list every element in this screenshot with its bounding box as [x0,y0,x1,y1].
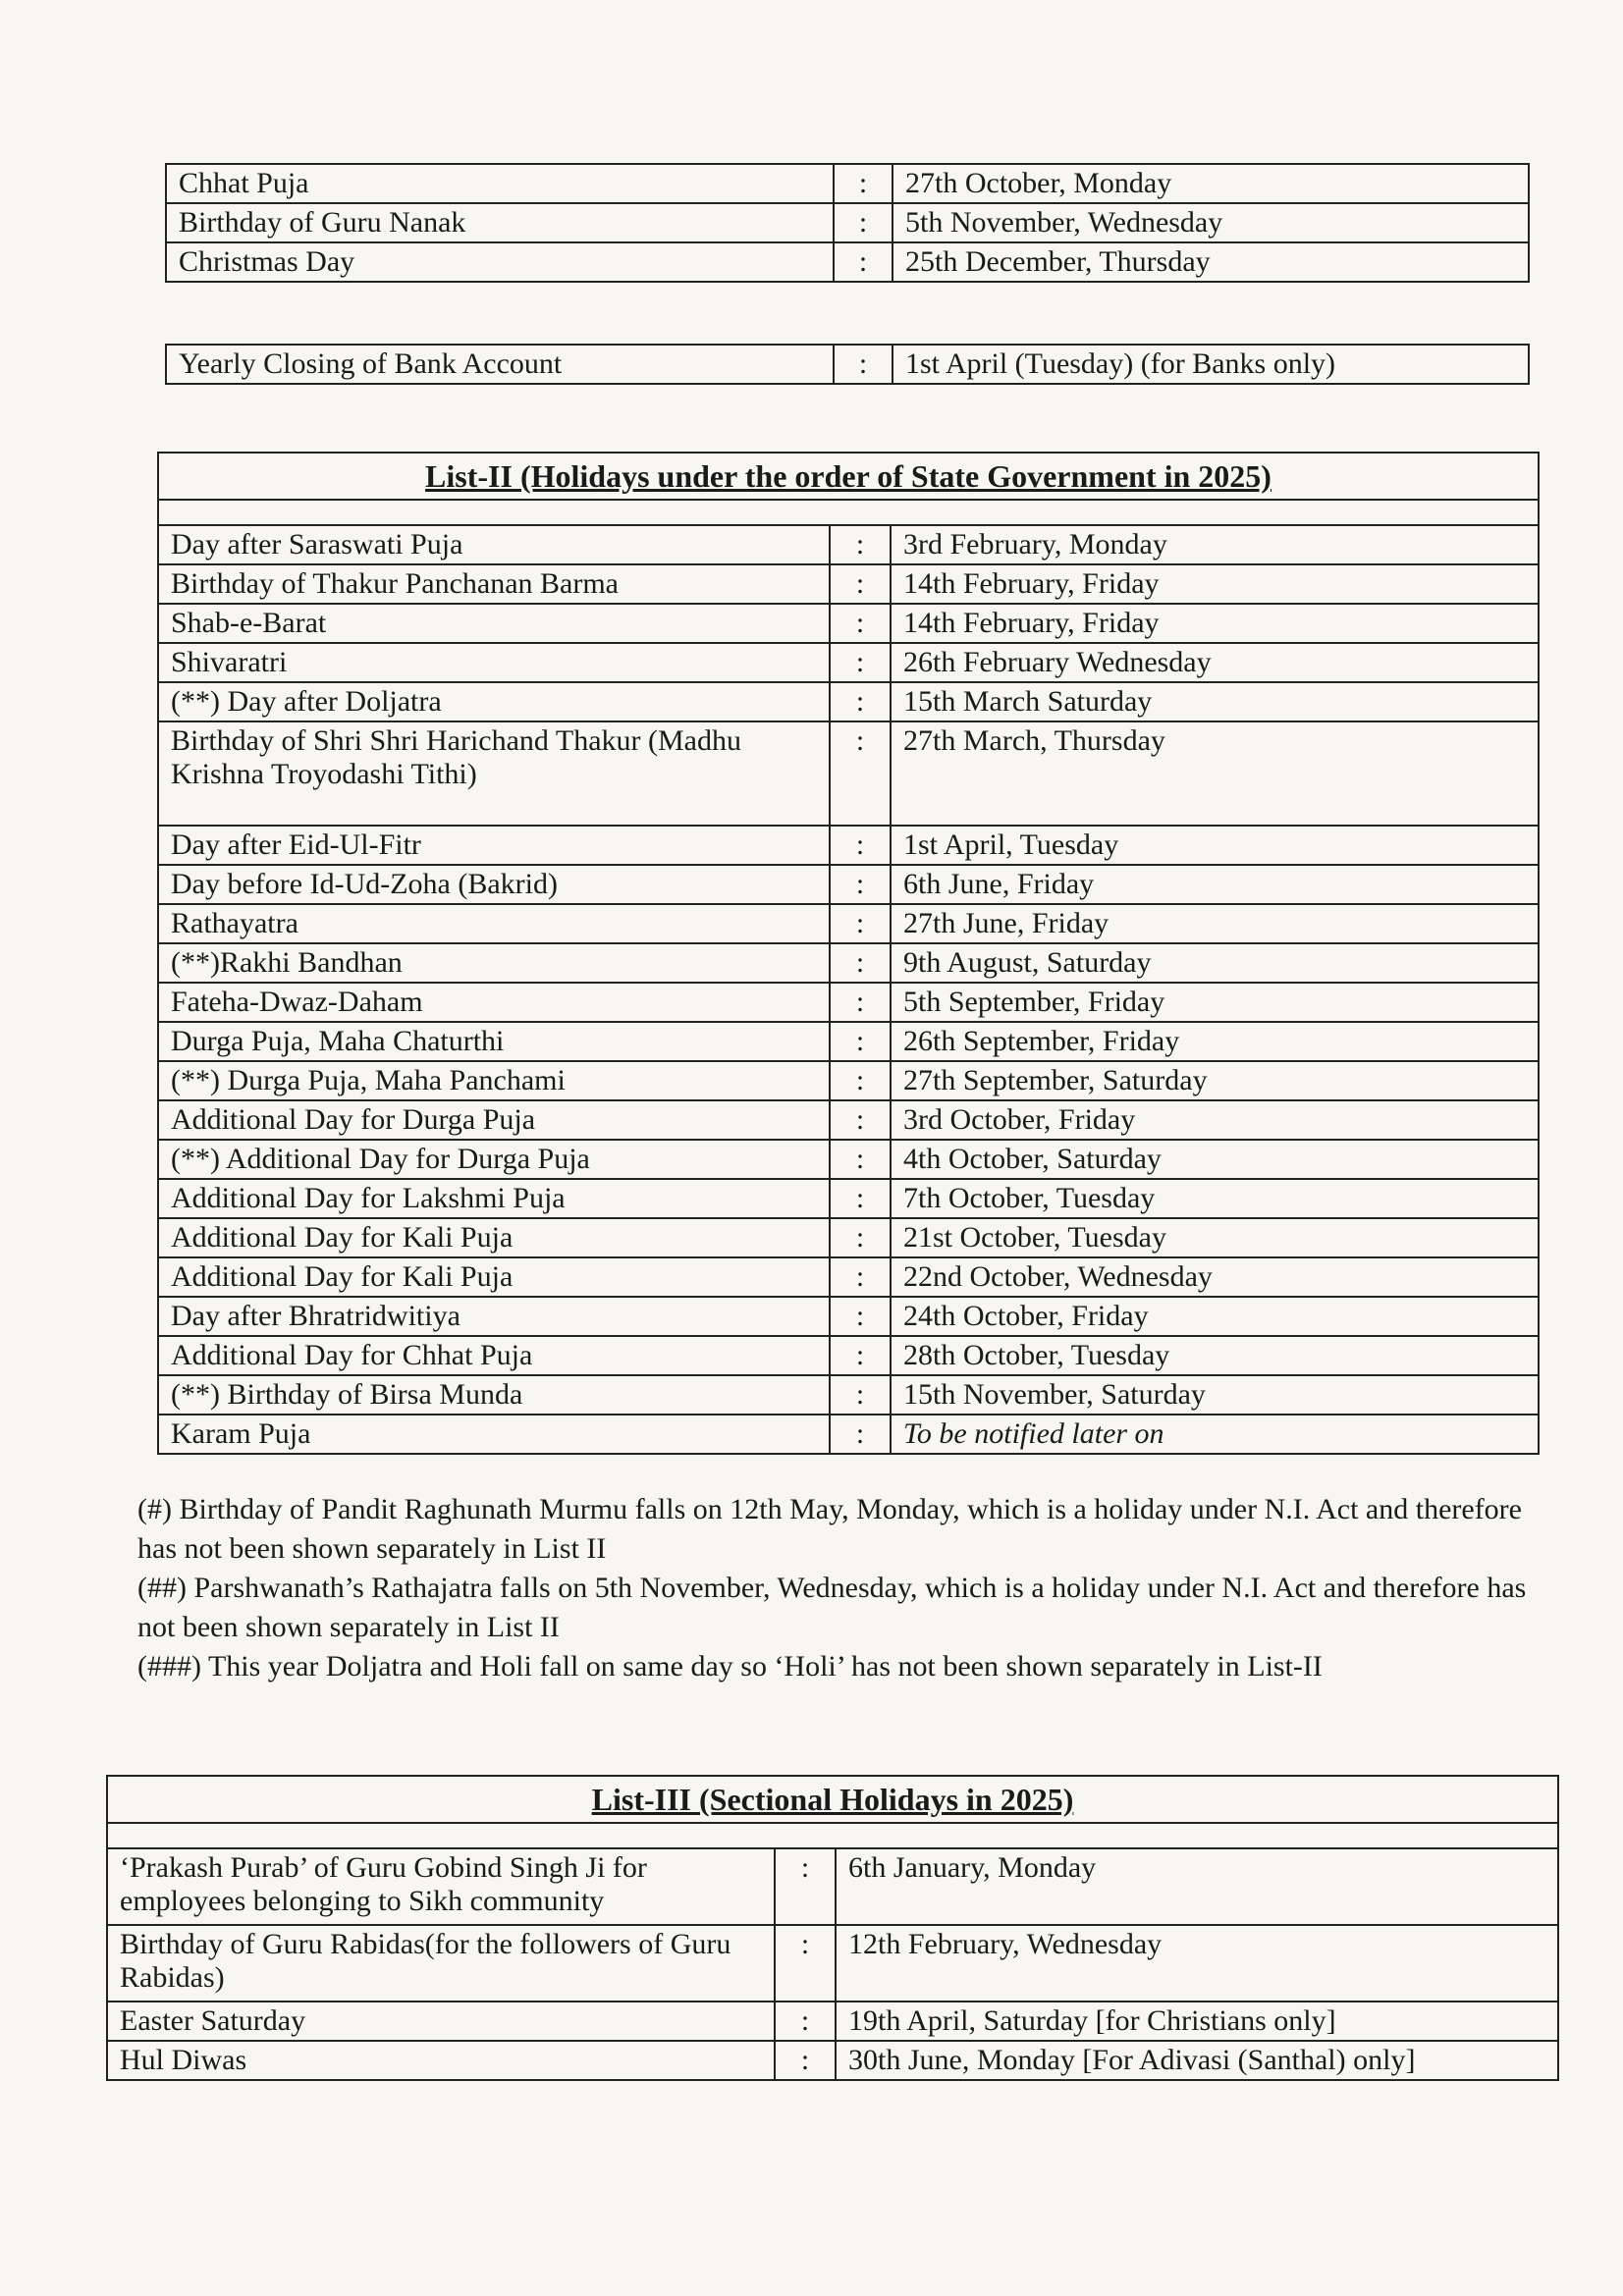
holiday-date: 24th October, Friday [891,1297,1539,1336]
holiday-row [158,1140,1539,1179]
list2-title: List-II (Holidays under the order of State Government in 2025) [158,453,1539,500]
holiday-name: Day after Saraswati Puja [158,525,830,564]
holiday-row [158,1297,1539,1336]
separator: : [834,242,893,282]
footnotes [137,1490,1532,1686]
holiday-row [166,164,1529,203]
separator: : [830,1100,891,1140]
list2-spacer [158,500,1539,525]
holiday-name: Birthday of Guru Nanak [166,203,834,242]
separator: : [830,865,891,904]
holiday-date: 27th October, Monday [893,164,1529,203]
holiday-name: (**)Rakhi Bandhan [158,943,830,983]
separator: : [830,1022,891,1061]
holiday-date: 27th June, Friday [891,904,1539,943]
holiday-date: 19th April, Saturday [for Christians only] [836,2002,1558,2041]
holiday-date: 15th March Saturday [891,682,1539,721]
separator: : [830,1218,891,1257]
separator: : [830,826,891,865]
holiday-name: (**) Durga Puja, Maha Panchami [158,1061,830,1100]
holiday-row [158,1100,1539,1140]
holiday-row [158,1336,1539,1375]
holiday-name: Additional Day for Lakshmi Puja [158,1179,830,1218]
holiday-date: 1st April (Tuesday) (for Banks only) [893,345,1529,384]
holiday-date: 5th November, Wednesday [893,203,1529,242]
holiday-row [158,643,1539,682]
separator: : [830,1297,891,1336]
holiday-row [158,1061,1539,1100]
holiday-row [158,682,1539,721]
holiday-name: (**) Day after Doljatra [158,682,830,721]
separator: : [775,1848,836,1925]
list2-table [157,452,1540,1455]
separator: : [834,345,893,384]
holiday-row [166,203,1529,242]
separator: : [830,525,891,564]
bank-closing-table [165,344,1530,385]
holiday-name: Rathayatra [158,904,830,943]
holiday-date: 25th December, Thursday [893,242,1529,282]
holiday-date: 15th November, Saturday [891,1375,1539,1415]
holiday-row [158,1257,1539,1297]
separator: : [830,1179,891,1218]
separator: : [830,983,891,1022]
bank-closing-row [166,345,1529,384]
holiday-row [107,1848,1558,1925]
footnote: (#) Birthday of Pandit Raghunath Murmu falls on 12th May, Monday, which is a holiday under N.I. Act and therefore has not been shown separately in List II [137,1493,1522,1565]
list3-spacer [107,1823,1558,1848]
holiday-name: Fateha-Dwaz-Daham [158,983,830,1022]
holiday-name: Durga Puja, Maha Chaturthi [158,1022,830,1061]
holiday-row [158,1179,1539,1218]
holiday-date: 30th June, Monday [For Adivasi (Santhal) only] [836,2041,1558,2080]
separator: : [830,1375,891,1415]
holiday-row [107,2041,1558,2080]
separator: : [775,2041,836,2080]
holiday-row [158,865,1539,904]
holiday-name: Birthday of Guru Rabidas(for the followers of Guru Rabidas) [107,1925,775,2002]
holiday-row [158,1022,1539,1061]
separator: : [830,1336,891,1375]
top-holiday-table-body [166,164,1529,282]
footnote: (###) This year Doljatra and Holi fall on same day so ‘Holi’ has not been shown separately in List-II [137,1650,1323,1682]
separator: : [834,203,893,242]
separator: : [830,943,891,983]
holiday-row [166,242,1529,282]
holiday-date: 12th February, Wednesday [836,1925,1558,2002]
holiday-name: Easter Saturday [107,2002,775,2041]
separator: : [830,1257,891,1297]
holiday-name: Shivaratri [158,643,830,682]
holiday-date: 28th October, Tuesday [891,1336,1539,1375]
holiday-row [158,943,1539,983]
holiday-name: ‘Prakash Purab’ of Guru Gobind Singh Ji for employees belonging to Sikh community [107,1848,775,1925]
holiday-row [158,604,1539,643]
holiday-date: 4th October, Saturday [891,1140,1539,1179]
separator: : [834,164,893,203]
list3-title: List-III (Sectional Holidays in 2025) [107,1776,1558,1823]
holiday-date: To be notified later on [891,1415,1539,1454]
separator: : [830,1061,891,1100]
holiday-date: 27th September, Saturday [891,1061,1539,1100]
holiday-name: Birthday of Thakur Panchanan Barma [158,564,830,604]
list3-table [106,1775,1559,2081]
holiday-row [158,983,1539,1022]
top-holiday-table [165,163,1530,283]
holiday-name: Additional Day for Durga Puja [158,1100,830,1140]
separator: : [830,643,891,682]
holiday-name: Birthday of Shri Shri Harichand Thakur (Madhu Krishna Troyodashi Tithi) [158,721,830,826]
holiday-date: 6th June, Friday [891,865,1539,904]
holiday-name: Shab-e-Barat [158,604,830,643]
separator: : [775,2002,836,2041]
separator: : [830,604,891,643]
holiday-name: Day after Bhratridwitiya [158,1297,830,1336]
holiday-name: Day before Id-Ud-Zoha (Bakrid) [158,865,830,904]
list3-body [107,1848,1558,2080]
holiday-name: Karam Puja [158,1415,830,1454]
separator: : [830,1415,891,1454]
holiday-name: (**) Birthday of Birsa Munda [158,1375,830,1415]
holiday-row [158,904,1539,943]
holiday-date: 9th August, Saturday [891,943,1539,983]
holiday-date: 21st October, Tuesday [891,1218,1539,1257]
holiday-name: Chhat Puja [166,164,834,203]
holiday-name: Day after Eid-Ul-Fitr [158,826,830,865]
holiday-name: Yearly Closing of Bank Account [166,345,834,384]
holiday-date: 1st April, Tuesday [891,826,1539,865]
holiday-name: Hul Diwas [107,2041,775,2080]
holiday-date: 6th January, Monday [836,1848,1558,1925]
holiday-date: 5th September, Friday [891,983,1539,1022]
holiday-row [158,721,1539,826]
holiday-name: Additional Day for Kali Puja [158,1218,830,1257]
holiday-name: Additional Day for Kali Puja [158,1257,830,1297]
holiday-date: 14th February, Friday [891,564,1539,604]
footnote: (##) Parshwanath’s Rathajatra falls on 5th November, Wednesday, which is a holiday under N.I. Act and therefore has not been shown separately in List II [137,1572,1527,1643]
holiday-name: Additional Day for Chhat Puja [158,1336,830,1375]
holiday-date: 27th March, Thursday [891,721,1539,826]
separator: : [830,1140,891,1179]
holiday-date: 14th February, Friday [891,604,1539,643]
separator: : [775,1925,836,2002]
holiday-name: (**) Additional Day for Durga Puja [158,1140,830,1179]
holiday-date: 26th September, Friday [891,1022,1539,1061]
holiday-row [158,1218,1539,1257]
holiday-row [107,1925,1558,2002]
separator: : [830,721,891,826]
holiday-row [158,826,1539,865]
separator: : [830,682,891,721]
holiday-row [107,2002,1558,2041]
holiday-name: Christmas Day [166,242,834,282]
list2-body [158,525,1539,1454]
holiday-date: 26th February Wednesday [891,643,1539,682]
holiday-row [158,564,1539,604]
holiday-date: 3rd October, Friday [891,1100,1539,1140]
holiday-date: 7th October, Tuesday [891,1179,1539,1218]
separator: : [830,564,891,604]
holiday-date: 3rd February, Monday [891,525,1539,564]
holiday-date: 22nd October, Wednesday [891,1257,1539,1297]
holiday-row [158,1375,1539,1415]
holiday-row [158,1415,1539,1454]
holiday-row [158,525,1539,564]
separator: : [830,904,891,943]
